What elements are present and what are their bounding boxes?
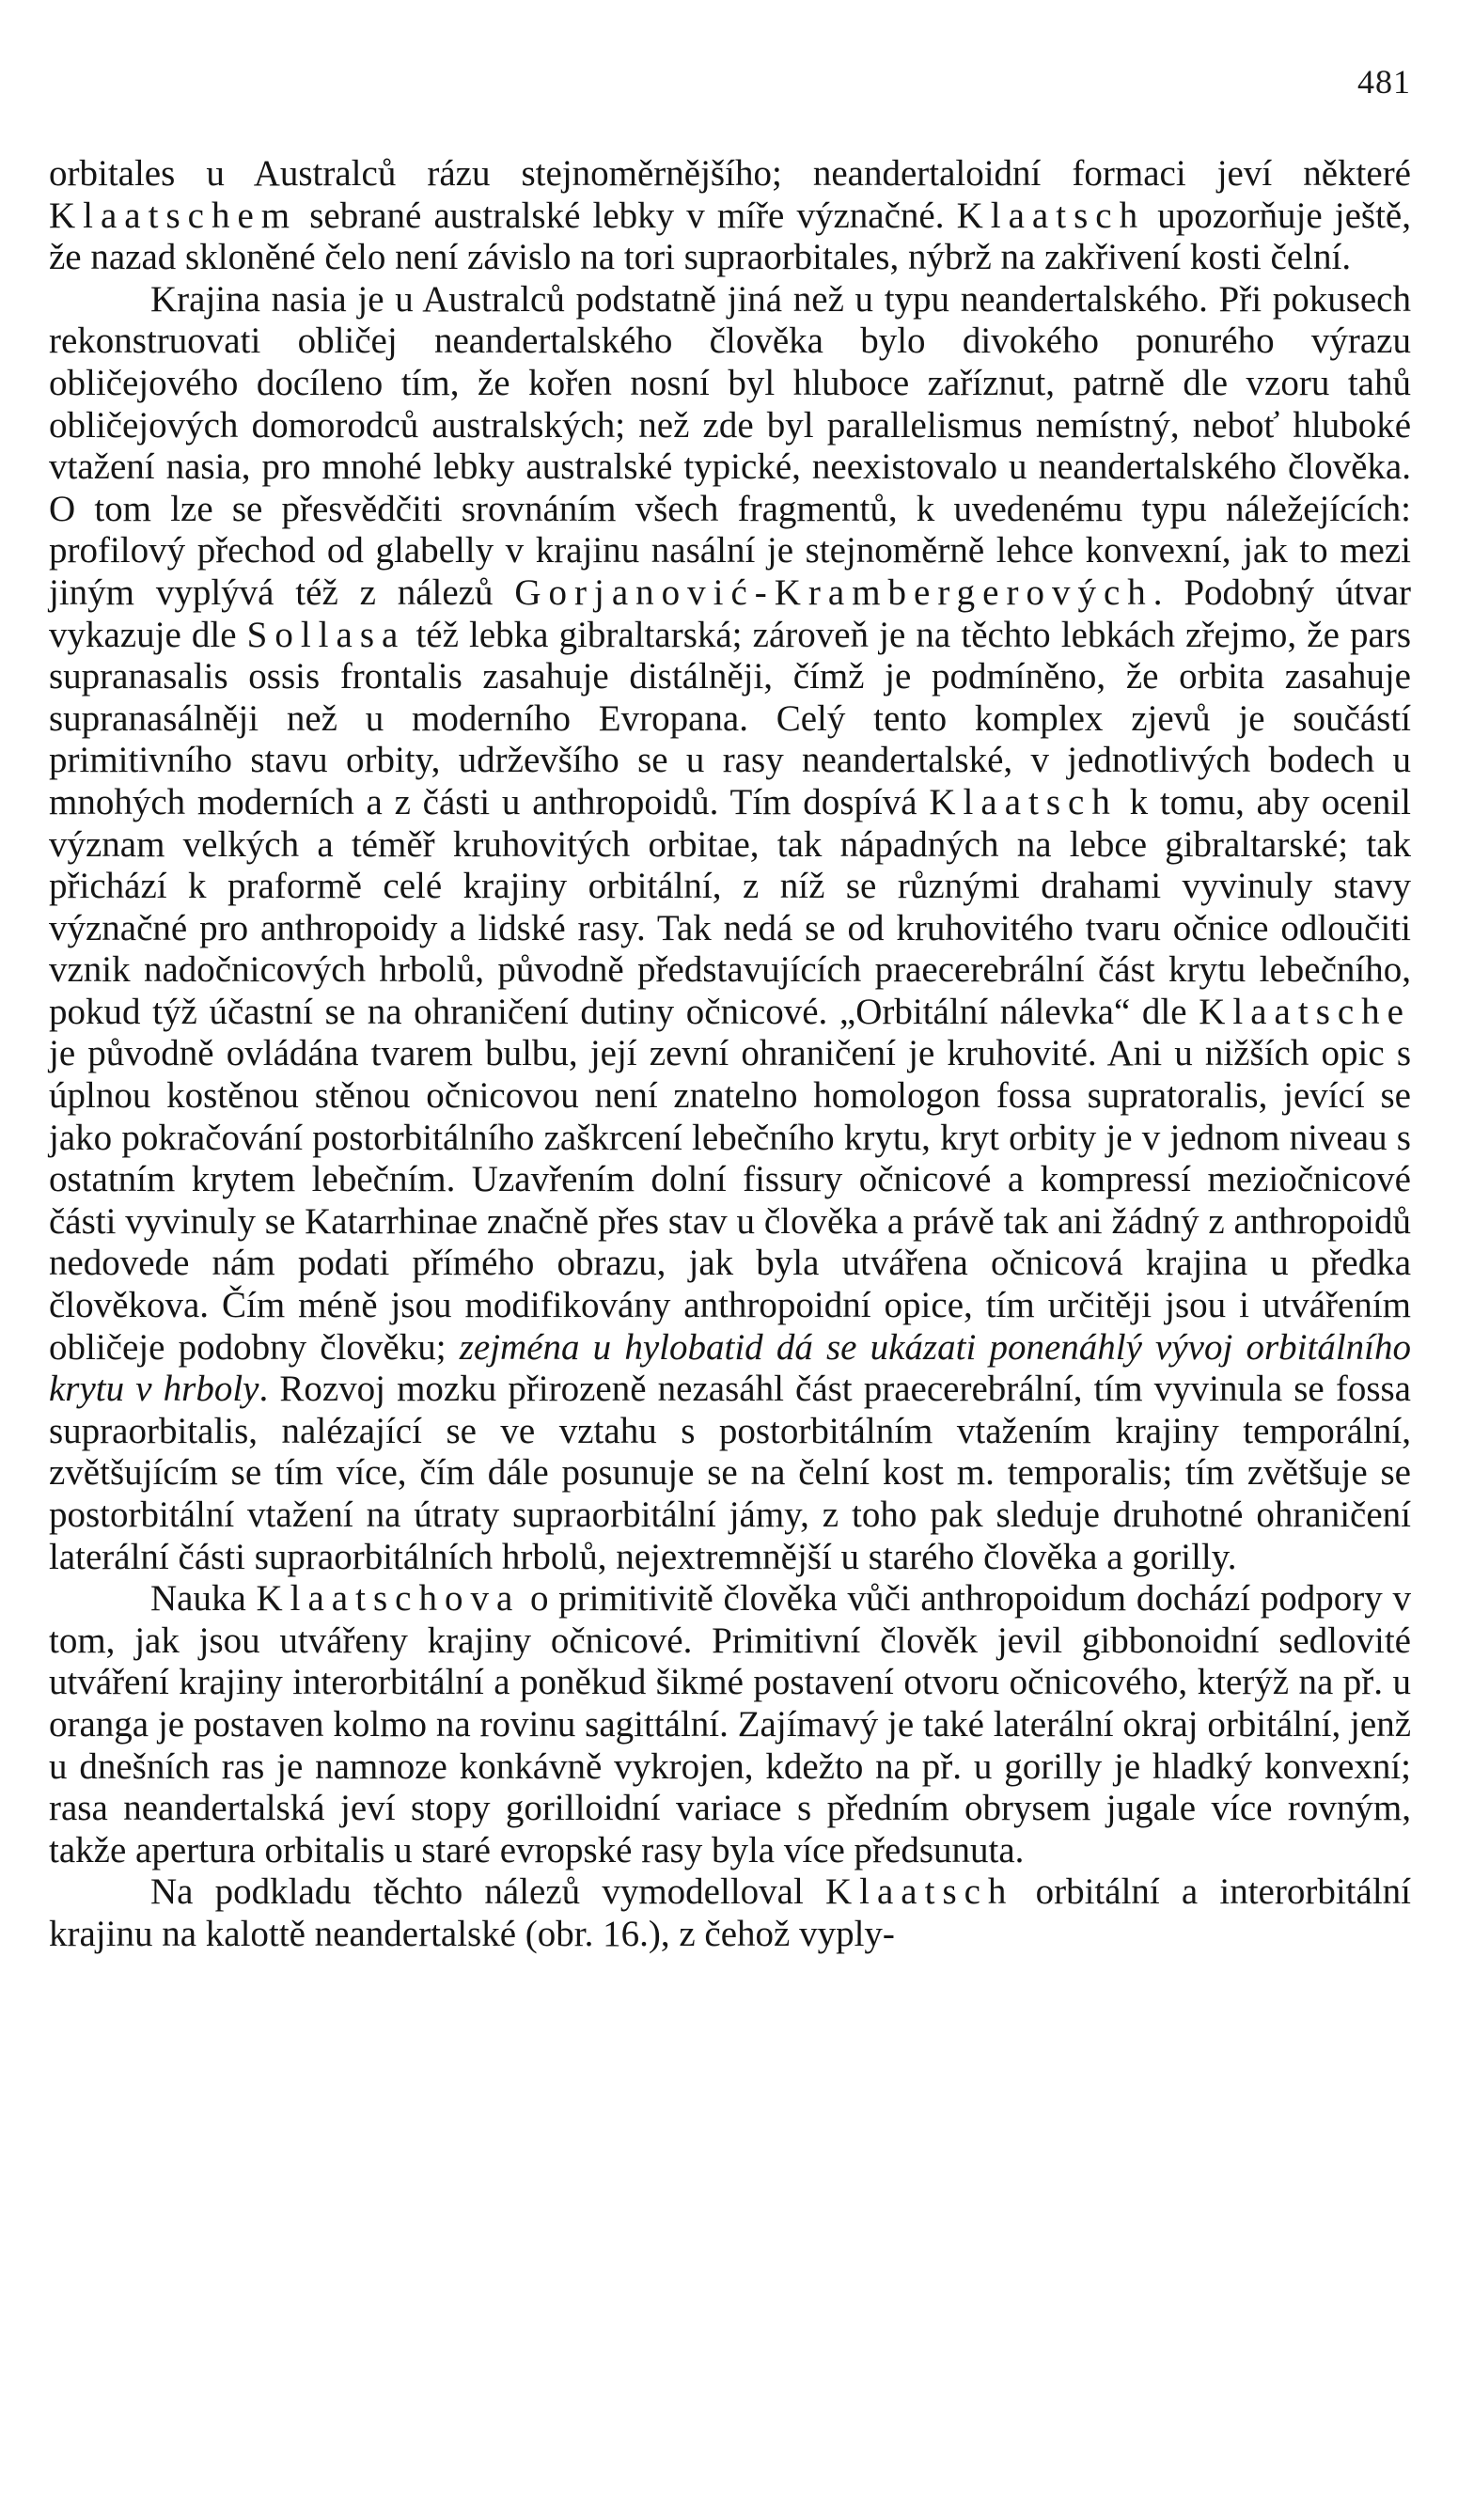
text-run: . Podobný útvar vykazuje dle <box>49 571 1411 655</box>
text-run: k tomu, aby ocenil význam velkých a téměř kruhovitých orbitae, tak nápadných na lebce gibraltarské; tak přichází k praformě celé krajiny orbitální, z níž se různými drahami vyvinuly stavy význačné pro anthropoidy a lidské rasy. Tak nedá se od kruhovitého tvaru očnice odloučiti vznik nadočnicových hrbolů, původně představujících praecerebrální část krytu lebečního, pokud týž účastní se na ohraničení dutiny očnicové. „Orbitální nálevka“ dle <box>49 781 1411 1032</box>
paragraph-3 <box>49 1578 1411 1871</box>
text-run: sebrané australské lebky v míře význačné. <box>297 195 957 236</box>
text-run: . Rozvoj mozku přirozeně nezasáhl část praecerebrální, tím vyvinula se fossa supraorbitalis, nalézající se ve vztahu s postorbitálním vtažením krajiny temporální, zvětšujícím se tím více, čím dále posunuje se na čelní kost m. temporalis; tím zvětšuje se postorbitální vtažení na útraty supraorbitální jámy, z toho pak sleduje druhotné ohraničení laterální části supraorbitálních hrbolů, nejextremnější u starého člověka a gorilly. <box>49 1369 1411 1577</box>
text-run: orbitales u Australců rázu stejnoměrnějšího; neandertaloidní formaci jeví některé <box>49 153 1411 194</box>
author-name: Klaatsch <box>824 1871 1014 1913</box>
author-name: Klaatsch <box>929 781 1118 822</box>
author-name: Klaatsche <box>1199 991 1411 1032</box>
page-number: 481 <box>1357 63 1411 101</box>
text-run: Krajina nasia je u Australců podstatně jiná než u typu neandertalského. Při pokusech rekonstruovati obličej neandertalského člověka bylo divokého ponurého výrazu obličejového docíleno tím, že kořen nosní byl hluboce zaříznut, patrně dle vzoru tahů obličejových domorodců australských; než zde byl parallelismus nemístný, neboť hluboké vtažení nasia, pro mnohé lebky australské typické, neexistovalo u neandertalského člověka. O tom lze se přesvědčiti srovnáním všech fragmentů, k uvedenému typu náležejících: profilový přechod od glabelly v krajinu nasální je stejnoměrně lehce konvexní, jak to mezi jiným vyplývá též z nálezů <box>49 278 1411 613</box>
text-run: Na podkladu těchto nálezů vymodelloval <box>150 1871 825 1913</box>
text-run: též lebka gibraltarská; zároveň je na těchto lebkách zřejmo, že pars supranasalis ossis frontalis zasahuje distálněji, čímž je podmíněno, že orbita zasahuje supranasálněji než u moderního Evropana. Celý tento komplex zjevů je součástí primitivního stavu orbity, udrževšího se u rasy neandertalské, v jednotlivých bodech u mnohých moderních a z části u anthropoidů. Tím dospívá <box>49 614 1411 822</box>
author-name: Klaatschem <box>49 195 298 236</box>
text-run: upozorňuje ještě, že nazad skloněné čelo není závislo na tori supraorbitales, nýbrž na zakřivení kosti čelní. <box>49 195 1411 278</box>
text-run: o primitivitě člověka vůči anthropoidum dochází podpory v tom, jak jsou utvářeny krajiny očnicové. Primitivní člověk jevil gibbonoidní sedlovité utváření krajiny interorbitální a poněkud šikmé postavení otvoru očnicového, kterýž na př. u oranga je postaven kolmo na rovinu sagittální. Zajímavý je také laterální okraj orbitální, jenž u dnešních ras je namnoze konkávně vykrojen, kdežto na př. u gorilly je hladký konvexní; rasa neandertalská jeví stopy gorilloidní variace s předním obrysem jugale více rovným, takže apertura orbitalis u staré evropské rasy byla více předsunuta. <box>49 1578 1411 1870</box>
text-run: je původně ovládána tvarem bulbu, její zevní ohraničení je kruhovité. Ani u nižších opic s úplnou kostěnou stěnou očnicovou není znatelno homologon fossa supratoralis, jevící se jako pokračování postorbitálního zaškrcení lebečního krytu, kryt orbity je v jednom niveau s ostatním krytem lebečním. Uzavřením dolní fissury očnicové a kompressí meziočnicové části vyvinuly se Katarrhinae značně přes stav u člověka a právě tak ani žádný z anthropoidů nedovede nám podati přímého obrazu, jak byla utvářena očnicová krajina u předka člověkova. Čím méně jsou modifikovány anthropoidní opice, tím určitěji jsou i utvářením obličeje podobny člověku; <box>49 1033 1411 1368</box>
author-name: Klaatsch <box>956 195 1146 236</box>
paragraph-2 <box>49 279 1411 1578</box>
paragraph-1 <box>49 153 1411 279</box>
author-name: Klaatschova <box>256 1578 521 1620</box>
italic-text: zejména u hylobatid dá se ukázati ponenáhlý vývoj orbitálního krytu v hrboly <box>49 1326 1412 1410</box>
text-run: Nauka <box>150 1578 257 1620</box>
text-run: orbitální a interorbitální krajinu na kalottě neandertalské (obr. 16.), z čehož vyply- <box>49 1871 1411 1954</box>
author-name: Gorjanović-Krambergerových <box>514 571 1153 613</box>
paragraph-4 <box>49 1871 1411 1955</box>
author-name: Sollasa <box>246 614 406 655</box>
body-text <box>49 153 1411 1956</box>
